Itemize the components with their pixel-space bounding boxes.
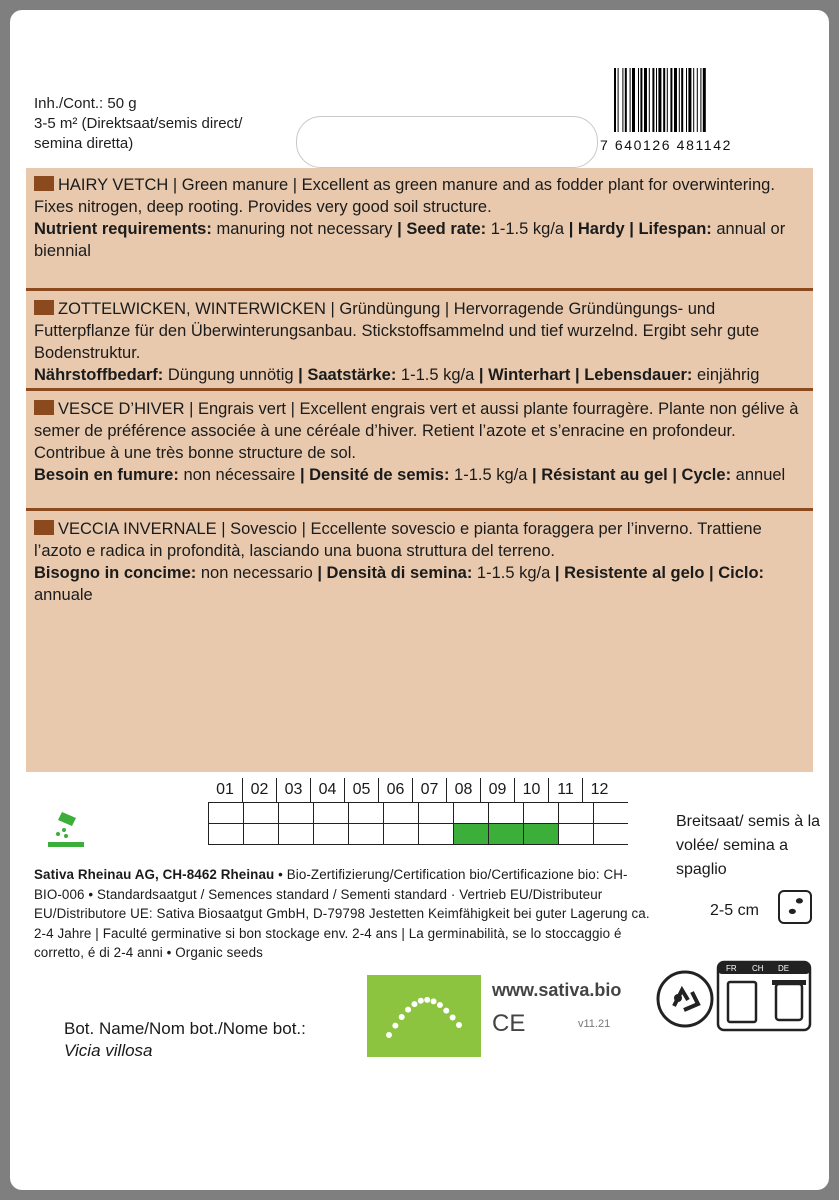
square-bullet-icon <box>34 400 54 415</box>
square-bullet-icon <box>34 176 54 191</box>
calendar-cell <box>418 824 453 844</box>
section-divider <box>26 288 813 291</box>
calendar-cell <box>488 803 523 823</box>
calendar-month-label: 02 <box>242 778 276 802</box>
seed-packet-back <box>10 10 829 1190</box>
sowing-icon <box>46 810 86 850</box>
eu-organic-logo-icon <box>367 975 481 1057</box>
lifespan-value: annuale <box>34 586 93 604</box>
calendar-month-label: 04 <box>310 778 344 802</box>
section-italian <box>34 518 800 606</box>
sowing-calendar <box>208 778 628 845</box>
calendar-month-label: 11 <box>548 778 582 802</box>
calendar-months-header <box>208 778 628 802</box>
seed-depth-icon <box>778 890 812 924</box>
sowing-depth: 2-5 cm <box>710 902 759 919</box>
section-divider <box>26 508 813 511</box>
company-name: Sativa Rheinau AG, CH-8462 Rheinau <box>34 867 275 882</box>
sowing-method: Breitsaat/ semis à la volée/ semina a spaglio <box>676 813 821 878</box>
nutrient-value: manuring not necessary <box>211 220 398 238</box>
section-heading: HAIRY VETCH | Green manure | Excellent as green manure and as fodder plant for overwintering. Fixes nitrogen, deep rooting. Provides very good soil structure. <box>34 176 775 216</box>
coverage-area-cont: semina diretta) <box>34 135 134 152</box>
seed-rate-key: | Densité de semis: <box>299 466 450 484</box>
sowing-period-cell <box>453 824 488 844</box>
botanical-value: Vicia villosa <box>64 1041 153 1060</box>
calendar-month-label: 10 <box>514 778 548 802</box>
calendar-month-label: 08 <box>446 778 480 802</box>
calendar-cell <box>523 803 558 823</box>
recycle-icon <box>656 970 714 1028</box>
coverage-area: 3-5 m² (Direktsaat/semis direct/ <box>34 115 243 132</box>
barcode-digits: 7 640126 481142 <box>600 137 732 153</box>
calendar-row <box>208 802 628 823</box>
calendar-month-label: 06 <box>378 778 412 802</box>
triman-tag-fr: FR <box>726 964 737 973</box>
botanical-name <box>64 1018 306 1062</box>
nutrient-value: non nécessaire <box>178 466 300 484</box>
calendar-cell <box>593 824 628 844</box>
calendar-month-label: 09 <box>480 778 514 802</box>
sowing-period-cell <box>523 824 558 844</box>
nutrient-value: Düngung unnötig <box>163 366 299 384</box>
calendar-cell <box>383 803 418 823</box>
square-bullet-icon <box>34 300 54 315</box>
calendar-cell <box>383 824 418 844</box>
calendar-cell <box>348 824 383 844</box>
legal-details: • Bio-Zertifizierung/Certification bio/Certificazione bio: CH-BIO-006 • Standardsaatgut / Semences standard / Sementi standard · Vertrieb EU/Distributeur EU/Distributore UE: Sativa Biosaatgut GmbH, D-79798 Jestetten Keimfähigkeit bei guter Lagerung ca. 2-4 Jahre | Faculté germinative si bon stockage env. 2-4 ans | La germinabilità, se lo stoccaggio é corretto, é di 2-4 anni • Organic seeds <box>34 867 650 960</box>
triman-disposal-icon <box>716 960 812 1032</box>
version-label: v11.21 <box>578 1018 611 1030</box>
calendar-month-label: 12 <box>582 778 616 802</box>
calendar-cell <box>418 803 453 823</box>
website: www.sativa.bio <box>492 980 622 1000</box>
nutrient-value: non necessario <box>196 564 318 582</box>
calendar-month-label: 05 <box>344 778 378 802</box>
hang-hole <box>296 116 598 168</box>
calendar-cell <box>558 824 593 844</box>
calendar-row <box>208 823 628 845</box>
section-divider <box>26 388 813 391</box>
seed-rate-key: | Saatstärke: <box>298 366 397 384</box>
seed-rate-key: | Densità di semina: <box>317 564 473 582</box>
calendar-cell <box>453 803 488 823</box>
nutrient-key: Bisogno in concime: <box>34 564 197 582</box>
botanical-label: Bot. Name/Nom bot./Nome bot.: <box>64 1019 306 1038</box>
description-panel <box>26 168 813 772</box>
section-english <box>34 174 800 262</box>
hardy-lifespan-key: | Hardy | Lifespan: <box>568 220 712 238</box>
seed-rate-key: | Seed rate: <box>397 220 487 238</box>
calendar-month-label: 03 <box>276 778 310 802</box>
section-heading: VECCIA INVERNALE | Sovescio | Eccellente sovescio e pianta foraggera per l’inverno. Trattiene l’azoto e radica in profondità, lasciando una buona struttura del terreno. <box>34 520 762 560</box>
section-heading: ZOTTELWICKEN, WINTERWICKEN | Gründüngung | Hervorragende Gründüngungs- und Futterpflanze für den Überwinterungsanbau. Stickstoffsammelnd und tief wurzelnd. Ergibt sehr gute Bodenstruktur. <box>34 300 760 362</box>
calendar-month-label: 07 <box>412 778 446 802</box>
nutrient-key: Nährstoffbedarf: <box>34 366 164 384</box>
triman-tag-ch: CH <box>752 964 764 973</box>
content-weight: Inh./Cont.: 50 g <box>34 95 137 112</box>
section-french <box>34 398 800 486</box>
calendar-cell <box>593 803 628 823</box>
hardy-lifespan-key: | Résistant au gel | Cycle: <box>532 466 732 484</box>
lifespan-value: annuel <box>731 466 786 484</box>
seed-rate-value: 1-1.5 kg/a <box>486 220 569 238</box>
hardy-lifespan-key: | Resistente al gelo | Ciclo: <box>554 564 765 582</box>
section-heading: VESCE D’HIVER | Engrais vert | Excellent engrais vert et aussi plante fourragère. Plante non gélive à semer de préférence associée à une céréale d’hiver. Retient l’azote et s’enracine en profondeur. Contribue à une très bonne structure de sol. <box>34 400 799 462</box>
lifespan-value: einjährig <box>692 366 760 384</box>
lifespan-value: annual or biennial <box>34 220 786 260</box>
calendar-cell <box>313 803 348 823</box>
seed-rate-value: 1-1.5 kg/a <box>396 366 479 384</box>
calendar-cell <box>558 803 593 823</box>
square-bullet-icon <box>34 520 54 535</box>
sowing-period-cell <box>488 824 523 844</box>
triman-tag-de: DE <box>778 964 790 973</box>
section-german <box>34 298 800 386</box>
hardy-lifespan-key: | Winterhart | Lebensdauer: <box>478 366 693 384</box>
package-content-info <box>34 94 242 154</box>
calendar-cell <box>278 803 313 823</box>
calendar-cell <box>208 824 243 844</box>
nutrient-key: Nutrient requirements: <box>34 220 212 238</box>
calendar-cell <box>243 824 278 844</box>
calendar-cell <box>208 803 243 823</box>
calendar-cell <box>348 803 383 823</box>
calendar-cell <box>243 803 278 823</box>
legal-text <box>34 865 654 963</box>
seed-rate-value: 1-1.5 kg/a <box>449 466 533 484</box>
calendar-cell <box>313 824 348 844</box>
calendar-grid <box>208 802 628 845</box>
seed-rate-value: 1-1.5 kg/a <box>472 564 555 582</box>
calendar-month-label: 01 <box>216 781 234 798</box>
nutrient-key: Besoin en fumure: <box>34 466 179 484</box>
ce-mark: CE <box>492 1010 526 1037</box>
calendar-cell <box>278 824 313 844</box>
